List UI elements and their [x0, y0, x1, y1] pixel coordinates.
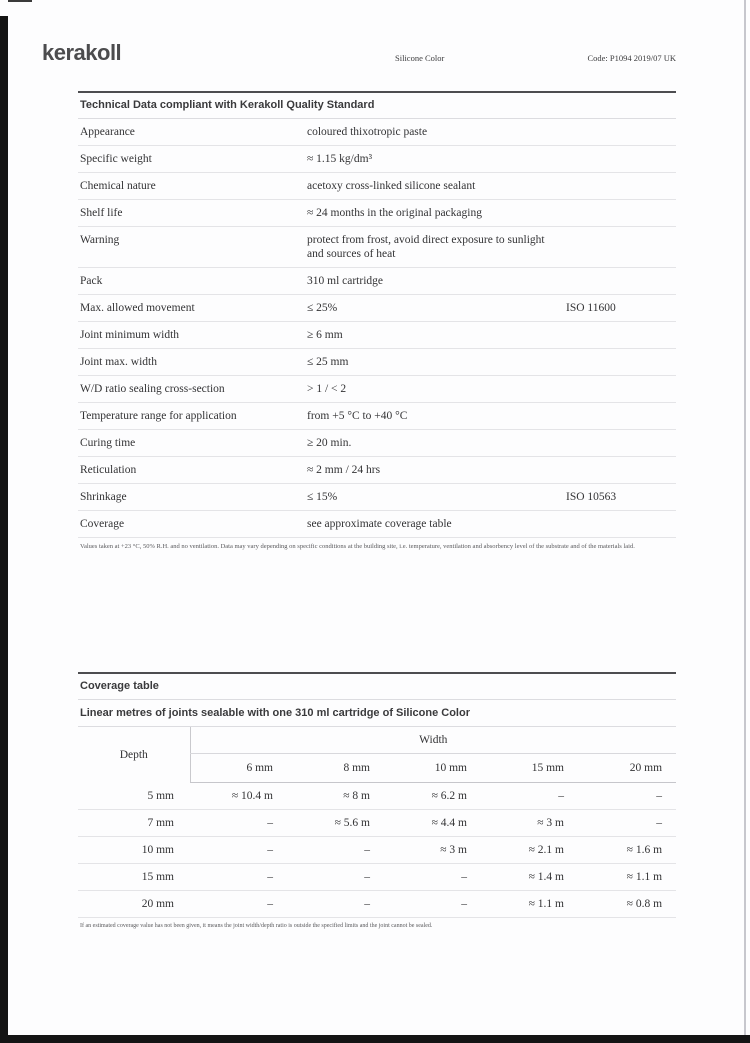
- coverage-value: –: [190, 837, 287, 864]
- property-standard: ISO 11600: [562, 295, 676, 322]
- property-value: ≥ 6 mm: [307, 322, 562, 349]
- property-standard: [562, 511, 676, 538]
- depth-value: 5 mm: [78, 783, 190, 810]
- coverage-value: –: [481, 783, 578, 810]
- property-label: Curing time: [78, 430, 307, 457]
- property-value: ≈ 1.15 kg/dm³: [307, 146, 562, 173]
- property-label: Reticulation: [78, 457, 307, 484]
- property-standard: [562, 430, 676, 457]
- property-standard: [562, 173, 676, 200]
- property-value: protect from frost, avoid direct exposure to sunlight and sources of heat: [307, 227, 562, 268]
- property-label: Chemical nature: [78, 173, 307, 200]
- property-standard: ISO 10563: [562, 484, 676, 511]
- coverage-value: ≈ 3 m: [481, 810, 578, 837]
- width-column-header: 6 mm: [190, 754, 287, 783]
- width-column-header: 15 mm: [481, 754, 578, 783]
- depth-value: 20 mm: [78, 891, 190, 918]
- property-label: Temperature range for application: [78, 403, 307, 430]
- table-row: [78, 403, 676, 430]
- table-row: [78, 200, 676, 227]
- coverage-value: –: [384, 891, 481, 918]
- coverage-row: [78, 783, 676, 810]
- property-standard: [562, 268, 676, 295]
- coverage-value: ≈ 0.8 m: [578, 891, 676, 918]
- depth-value: 10 mm: [78, 837, 190, 864]
- property-label: Specific weight: [78, 146, 307, 173]
- product-title: Silicone Color: [395, 53, 445, 63]
- table-row: [78, 484, 676, 511]
- property-standard: [562, 403, 676, 430]
- property-value: ≤ 25%: [307, 295, 562, 322]
- property-standard: [562, 200, 676, 227]
- technical-data-footnote: Values taken at +23 °C, 50% R.H. and no ventilation. Data may vary depending on specific conditions at the building site, i.e. temperature, ventilation and absorbency level of the substrate and of the materials laid.: [80, 543, 635, 550]
- table-row: [78, 349, 676, 376]
- depth-value: 7 mm: [78, 810, 190, 837]
- page-content: [78, 91, 676, 930]
- property-label: Shelf life: [78, 200, 307, 227]
- technical-data-table: [78, 119, 676, 538]
- coverage-value: –: [384, 864, 481, 891]
- table-row: [78, 322, 676, 349]
- photo-edge-bottom: [0, 1035, 750, 1043]
- depth-value: 15 mm: [78, 864, 190, 891]
- property-value: ≈ 2 mm / 24 hrs: [307, 457, 562, 484]
- coverage-value: ≈ 2.1 m: [481, 837, 578, 864]
- width-column-header: 10 mm: [384, 754, 481, 783]
- coverage-value: –: [190, 810, 287, 837]
- property-value: coloured thixotropic paste: [307, 119, 562, 146]
- coverage-value: ≈ 5.6 m: [287, 810, 384, 837]
- coverage-subtitle: Linear metres of joints sealable with one 310 ml cartridge of Silicone Color: [78, 701, 676, 727]
- property-label: Appearance: [78, 119, 307, 146]
- width-column-header: 8 mm: [287, 754, 384, 783]
- coverage-value: ≈ 4.4 m: [384, 810, 481, 837]
- coverage-value: –: [190, 891, 287, 918]
- table-row: [78, 173, 676, 200]
- document-code: Code: P1094 2019/07 UK: [587, 53, 676, 63]
- width-column-header: 20 mm: [578, 754, 676, 783]
- property-value: > 1 / < 2: [307, 376, 562, 403]
- photo-edge-artifact: [8, 0, 32, 2]
- coverage-value: ≈ 1.4 m: [481, 864, 578, 891]
- coverage-value: ≈ 3 m: [384, 837, 481, 864]
- technical-data-title: Technical Data compliant with Kerakoll Quality Standard: [78, 91, 676, 119]
- coverage-value: –: [578, 783, 676, 810]
- property-value: from +5 °C to +40 °C: [307, 403, 562, 430]
- property-label: Warning: [78, 227, 307, 268]
- property-value: ≈ 24 months in the original packaging: [307, 200, 562, 227]
- property-label: Coverage: [78, 511, 307, 538]
- property-value: ≤ 25 mm: [307, 349, 562, 376]
- table-row: [78, 295, 676, 322]
- coverage-value: ≈ 6.2 m: [384, 783, 481, 810]
- property-value: ≥ 20 min.: [307, 430, 562, 457]
- property-standard: [562, 227, 676, 268]
- coverage-section: [78, 672, 676, 930]
- table-row: [78, 376, 676, 403]
- coverage-value: ≈ 8 m: [287, 783, 384, 810]
- table-row: [78, 227, 676, 268]
- coverage-footnote: If an estimated coverage value has not been given, it means the joint width/depth ratio is outside the specified limits and the joint cannot be sealed.: [80, 923, 433, 929]
- coverage-value: ≈ 1.1 m: [578, 864, 676, 891]
- coverage-value: –: [578, 810, 676, 837]
- coverage-value: –: [287, 891, 384, 918]
- coverage-title: Coverage table: [78, 672, 676, 700]
- coverage-value: ≈ 1.6 m: [578, 837, 676, 864]
- coverage-row: [78, 864, 676, 891]
- property-label: Joint minimum width: [78, 322, 307, 349]
- property-standard: [562, 146, 676, 173]
- property-label: Pack: [78, 268, 307, 295]
- property-standard: [562, 376, 676, 403]
- coverage-value: ≈ 10.4 m: [190, 783, 287, 810]
- technical-data-section: [78, 91, 676, 551]
- depth-header: Depth: [119, 748, 148, 761]
- photo-edge-right: [744, 0, 746, 1035]
- property-value: see approximate coverage table: [307, 511, 562, 538]
- property-standard: [562, 119, 676, 146]
- table-row: [78, 430, 676, 457]
- coverage-header-row: [78, 727, 676, 754]
- width-header: Width: [190, 727, 676, 754]
- property-value: acetoxy cross-linked silicone sealant: [307, 173, 562, 200]
- photo-edge-left: [0, 16, 8, 1043]
- coverage-value: –: [287, 837, 384, 864]
- property-label: W/D ratio sealing cross-section: [78, 376, 307, 403]
- property-standard: [562, 322, 676, 349]
- coverage-table: [78, 727, 676, 918]
- table-row: [78, 511, 676, 538]
- property-label: Joint max. width: [78, 349, 307, 376]
- table-row: [78, 146, 676, 173]
- coverage-row: [78, 810, 676, 837]
- table-row: [78, 268, 676, 295]
- coverage-value: –: [287, 864, 384, 891]
- coverage-row: [78, 837, 676, 864]
- property-value: ≤ 15%: [307, 484, 562, 511]
- table-row: [78, 119, 676, 146]
- coverage-row: [78, 891, 676, 918]
- coverage-value: ≈ 1.1 m: [481, 891, 578, 918]
- property-standard: [562, 457, 676, 484]
- property-label: Max. allowed movement: [78, 295, 307, 322]
- kerakoll-logo: kerakoll: [42, 40, 122, 65]
- property-standard: [562, 349, 676, 376]
- property-label: Shrinkage: [78, 484, 307, 511]
- table-row: [78, 457, 676, 484]
- coverage-value: –: [190, 864, 287, 891]
- property-value: 310 ml cartridge: [307, 268, 562, 295]
